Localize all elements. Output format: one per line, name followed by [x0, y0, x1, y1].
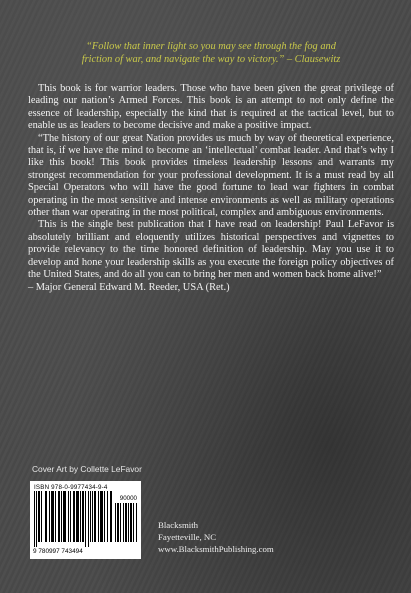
intro-paragraph: This book is for warrior leaders. Those who have been given the great privilege of leading our nation’s Armed Forces. This book is an attempt to not only define the essence of leadership, especially the kind that is required at the tactical level, but to enable us as leaders to become decisive and make a positive impact.: [28, 83, 394, 132]
endorsement-attribution: – Major General Edward M. Reeder, USA (Ret.): [28, 281, 230, 293]
publisher-block: [158, 519, 274, 555]
endorsement-paragraph-2: This is the single best publication that I have read on leadership! Paul LeFavor is absolutely brilliant and eloquently utilizes historical perspectives and vignettes to provide relevancy to the time honored definition of leadership. May you use it to develop and hone your leadership skills as you execute the foreign policy objectives of the United States, and do all you can to bring her men and women back home alive!”: [28, 219, 394, 281]
epigraph-line-1: “Follow that inner light so you may see through the fog and: [86, 41, 336, 52]
back-cover-text: [28, 83, 394, 294]
isbn-label: ISBN 978-0-9977434-9-4: [34, 484, 108, 491]
isbn-barcode: [30, 481, 141, 559]
epigraph-quote: [28, 40, 394, 66]
publisher-name: Blacksmith: [158, 520, 199, 530]
endorsement-paragraph-1: “The history of our great Nation provides us much by way of theoretical experience, that is, if we have the mind to become an ‘intellectual’ combat leader. And that’s why I like this book! This book provides timeless leadership lessons and warrants my strongest recommendation for your professional development. It is a must read by all Special Operators who will have the good fortune to lead war fighters in combat operating in the most sensitive and intense environments as well as military operations other than war operating in the most political, complex and ambiguous environments.: [28, 132, 394, 219]
cover-art-credit: Cover Art by Collette LeFavor: [32, 464, 142, 474]
epigraph-line-2: friction of war, and navigate the way to victory.” – Clausewitz: [81, 54, 341, 65]
publisher-website: www.BlacksmithPublishing.com: [158, 544, 274, 554]
publisher-location: Fayetteville, NC: [158, 532, 217, 542]
barcode-bars-icon: [34, 491, 112, 547]
price-code: 90000: [119, 495, 137, 502]
barcode-addon-bars-icon: [115, 503, 137, 547]
barcode-number: 9 780997 743494: [33, 548, 83, 555]
